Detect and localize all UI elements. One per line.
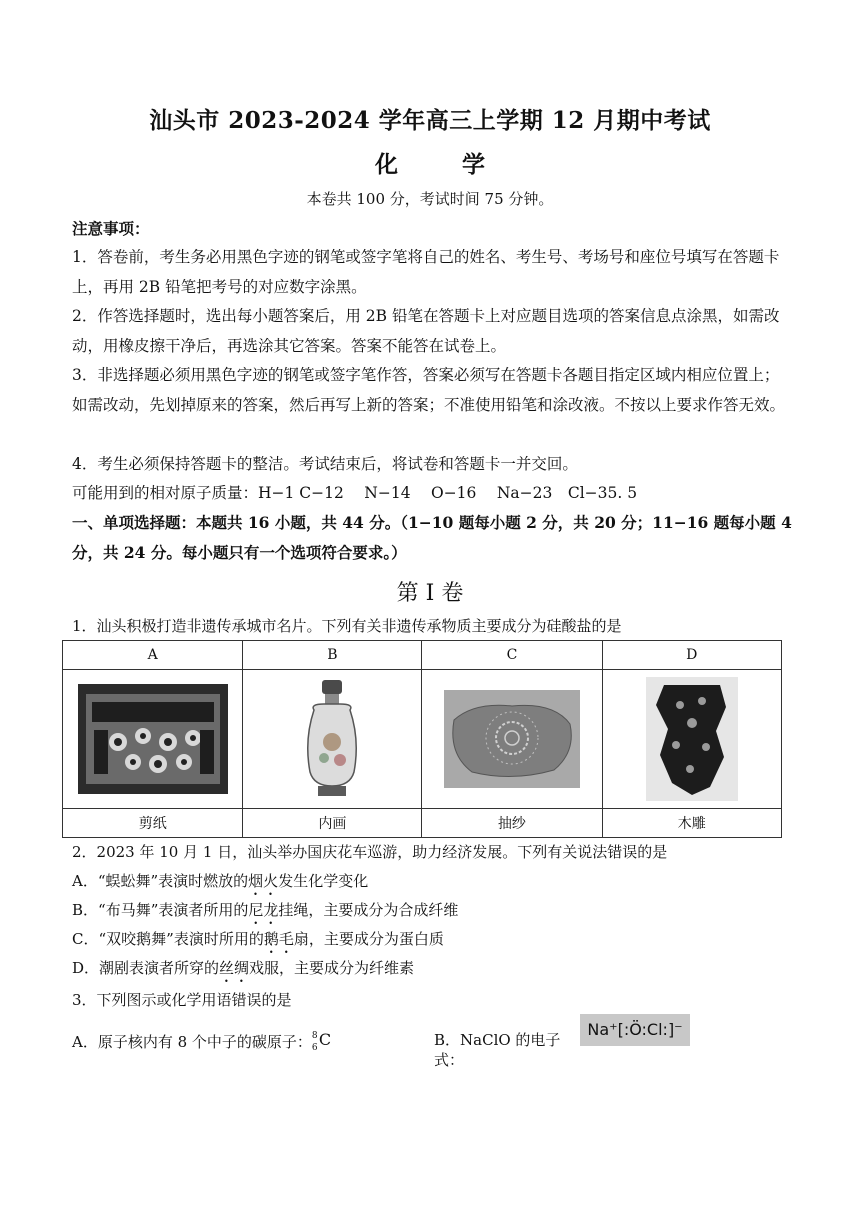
subject-title: 化 学 <box>374 151 513 178</box>
option-header-d: D <box>602 641 781 670</box>
note-item-4: 4．考生必须保持答题卡的整洁。考试结束后，将试卷和答题卡一并交回。 <box>72 455 578 473</box>
option-header-c: C <box>422 641 602 670</box>
note-item-3: 3．非选择题必须用黑色字迹的钢笔或签字笔作答，答案必须写在答题卡各题目指定区域内相应位置上；如需改动，先划掉原来的答案，然后再写上新的答案；不准使用铅笔和涂改液。不按以上要求作答无效。 <box>72 366 786 414</box>
part-title: 第 I 卷 <box>396 581 464 606</box>
question-3-option-a: A．原子核内有 8 个中子的碳原子： 8 6 C <box>72 1030 332 1053</box>
option-label-d: 木雕 <box>602 809 781 838</box>
section-instructions: 一、单项选择题：本题共 16 小题，共 44 分。（1−10 题每小题 2 分，共 20 分；11−16 题每小题 4 分，共 24 分。每小题只有一个选项符合要求。） <box>72 513 792 562</box>
question-2-option-b: B．“布马舞”表演者所用的尼龙挂绳，主要成分为合成纤维 <box>72 901 459 919</box>
inside-painting-bottle-image <box>302 680 362 798</box>
drawn-work-lace-image <box>444 690 580 788</box>
question-3-option-b: B．NaClO 的电子式： <box>434 1031 561 1069</box>
note-item-1: 1．答卷前，考生务必用黑色字迹的钢笔或签字笔将自己的姓名、考生号、考场号和座位号填写在答题卡上，再用 2B 铅笔把考号的对应数字涂黑。 <box>72 248 780 296</box>
question-2-option-c: C．“双咬鹅舞”表演时所用的鹅毛扇，主要成分为蛋白质 <box>72 930 444 948</box>
option-header-b: B <box>243 641 422 670</box>
question-2-option-a: A．“蜈蚣舞”表演时燃放的烟火发生化学变化 <box>72 872 369 890</box>
question-1-options-table <box>62 640 782 838</box>
option-cell-d <box>602 670 781 809</box>
wood-carving-image <box>646 677 738 801</box>
option-cell-a <box>63 670 243 809</box>
option-cell-c <box>422 670 602 809</box>
option-label-a: 剪纸 <box>63 809 243 838</box>
question-1-stem: 1．汕头积极打造非遗传承城市名片。下列有关非遗传承物质主要成分为硅酸盐的是 <box>72 617 622 635</box>
carbon-isotope-notation: 8 6 C <box>311 1030 332 1053</box>
question-3-stem: 3．下列图示或化学用语错误的是 <box>72 991 292 1009</box>
note-item-2: 2．作答选择题时，选出每小题答案后，用 2B 铅笔在答题卡上对应题目选项的答案信息点涂黑，如需改动，用橡皮擦干净后，再选涂其它答案。答案不能答在试卷上。 <box>72 307 780 355</box>
atomic-mass-list: 可能用到的相对原子质量：H−1 C−12 N−14 O−16 Na−23 Cl−35. 5 <box>72 484 638 502</box>
option-cell-b <box>243 670 422 809</box>
option-label-b: 内画 <box>243 809 422 838</box>
option-label-c: 抽纱 <box>422 809 602 838</box>
option-header-a: A <box>63 641 243 670</box>
notes-heading: 注意事项： <box>72 219 150 238</box>
exam-info: 本卷共 100 分，考试时间 75 分钟。 <box>306 190 554 208</box>
naclo-electron-formula: Na⁺[:Ö:Cl:]⁻ <box>580 1014 690 1046</box>
paper-cut-image <box>78 684 228 794</box>
exam-title: 汕头市 2023-2024 学年高三上学期 12 月期中考试 <box>149 107 711 134</box>
question-2-option-d: D．潮剧表演者所穿的丝绸戏服，主要成分为纤维素 <box>72 959 415 977</box>
question-2-stem: 2．2023 年 10 月 1 日，汕头举办国庆花车巡游，助力经济发展。下列有关说法错误的是 <box>72 843 668 861</box>
